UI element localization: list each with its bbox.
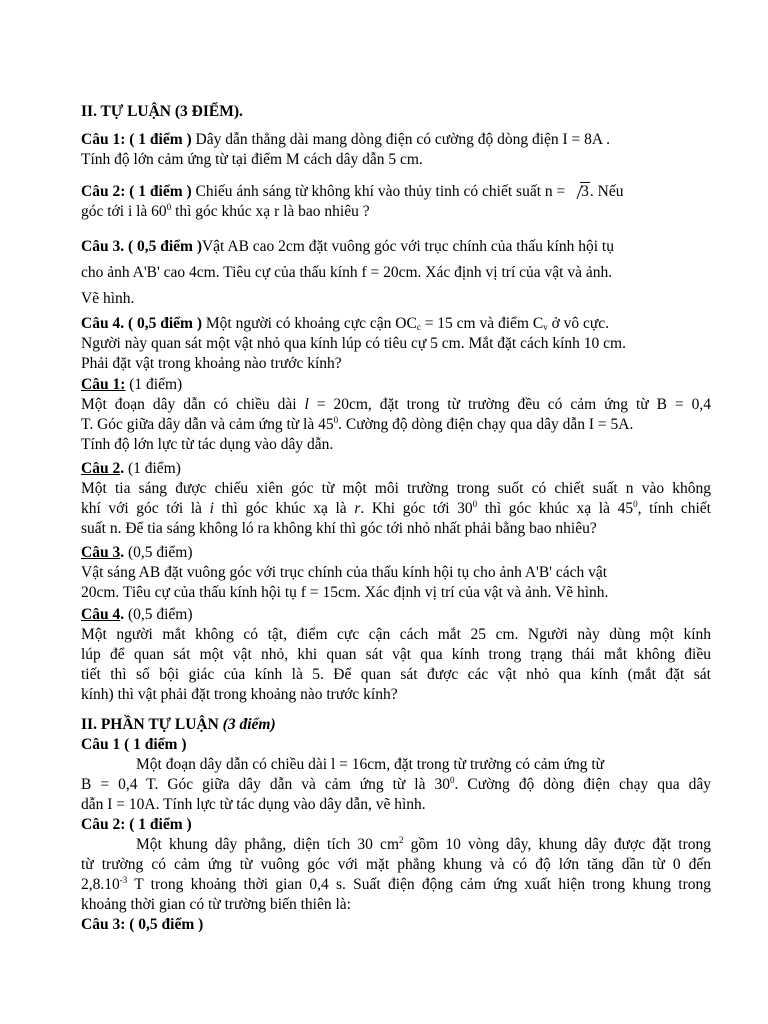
section-3 xyxy=(81,715,711,935)
question-text: lúp để quan sát một vật nhỏ, khi quan sát vật qua kính trong trạng thái mắt không điều xyxy=(81,646,711,663)
question-label: Câu 1 ( 1 điểm ) xyxy=(81,736,187,753)
question-text: Một đoạn dây dẫn có chiều dài xyxy=(81,396,305,413)
question-label-dot: . xyxy=(120,606,125,623)
question-text: . Nếu xyxy=(589,183,624,200)
question-text: , tính chiết xyxy=(637,500,711,517)
question-points: (1 điểm) xyxy=(125,376,183,393)
question-text: Một đoạn dây dẫn có chiều dài l = 16cm, đặt trong từ trường có cảm ứng từ xyxy=(136,756,605,773)
question-text: Một khung dây phẳng, diện tích 30 cm xyxy=(136,836,399,853)
superscript: -3 xyxy=(119,875,128,885)
subscript: v xyxy=(543,322,548,332)
question-text: Chiếu ánh sáng từ không khí vào thủy tinh có chiết suất n = xyxy=(191,183,570,200)
question-text: ở vô cực. xyxy=(547,315,610,332)
variable: i xyxy=(209,500,214,517)
question-text: T trong khoảng thời gian 0,4 s. Suất điện động cảm ứng xuất hiện trong khung trong xyxy=(127,876,711,893)
question-label: Câu 1: ( 1 điểm ) xyxy=(81,131,192,148)
question-text: 20cm. Tiêu cự của thấu kính hội tụ f = 15cm. Xác định vị trí của vật và ảnh. Vẽ hình. xyxy=(81,584,609,601)
section-heading: II. PHẦN TỰ LUẬN xyxy=(81,716,223,733)
question-text: 2,8.10 xyxy=(81,876,120,893)
question-text: Người này quan sát một vật nhỏ qua kính lúp có tiêu cự 5 cm. Mắt đặt cách kính 10 cm. xyxy=(81,335,626,352)
question-text: Vẽ hình. xyxy=(81,290,135,307)
question-label-dot: . xyxy=(120,544,125,561)
question-3 xyxy=(81,234,711,312)
question-text: thì góc khúc xạ là xyxy=(213,500,355,517)
question-text: . Cường độ dòng điện chạy qua dây xyxy=(454,776,711,793)
question-text: Một người mắt không có tật, điểm cực cận cách mắt 25 cm. Người này dùng một kính xyxy=(81,626,711,643)
question-label: Câu 3 xyxy=(81,544,121,561)
question-label: Câu 3. ( 0,5 điểm ) xyxy=(81,238,202,255)
question-points: (1 điểm) xyxy=(124,460,181,477)
sqrt-symbol xyxy=(571,182,590,202)
question-label: Câu 2: ( 1 điểm ) xyxy=(81,183,192,200)
question-text: góc tới i là 60 xyxy=(81,203,167,220)
superscript: 0 xyxy=(450,775,455,785)
question-label: Câu 2 xyxy=(81,460,121,477)
question-1b xyxy=(81,375,711,455)
question-text: . Cường độ dòng điện chạy qua dây dẫn I = 5A. xyxy=(338,416,634,433)
question-text: thì góc khúc xạ là 45 xyxy=(477,500,634,517)
question-label: Câu 4 xyxy=(81,606,121,623)
superscript: 0 xyxy=(633,499,638,509)
question-text: = 20cm, đặt trong từ trường đều có cảm ứng từ B = 0,4 xyxy=(308,396,711,413)
question-text: T. Góc giữa dây dẫn và cảm ứng từ là 45 xyxy=(81,416,334,433)
question-text: . Khi góc tới 30 xyxy=(360,500,473,517)
variable: r xyxy=(354,500,361,517)
question-label: Câu 4. ( 0,5 điểm ) xyxy=(81,315,202,332)
question-points: (0,5 điểm) xyxy=(124,544,193,561)
question-points: (0,5 điểm) xyxy=(124,606,193,623)
question-text: Tính độ lớn lực từ tác dụng vào dây dẫn. xyxy=(81,436,334,453)
superscript: 0 xyxy=(333,415,339,425)
section-heading: II. TỰ LUẬN (3 ĐIỂM). xyxy=(81,103,243,120)
question-text: khí với góc tới là xyxy=(81,500,210,517)
question-text: tiết thì số bội giác của kính là 5. Để quan sát được các vật nhỏ qua kính (mắt đặt sát xyxy=(81,666,711,683)
question-text: Phải đặt vật trong khoảng nào trước kính? xyxy=(81,355,342,372)
question-text: = 15 cm và điểm C xyxy=(420,315,544,332)
question-label: Câu 2: ( 1 điểm ) xyxy=(81,816,192,833)
question-text: gồm 10 vòng dây, khung dây được đặt trong xyxy=(403,836,711,853)
question-text: Một người có khoảng cực cận OC xyxy=(201,315,417,332)
question-text: từ trường có cảm ứng từ vuông góc với mặt phẳng khung và có độ lớn tăng dần từ 0 đến xyxy=(81,856,711,873)
subscript: c xyxy=(416,322,421,332)
question-text: suất n. Để tia sáng không ló ra không khí thì góc tới nhỏ nhất phải bằng bao nhiêu? xyxy=(81,520,597,537)
question-text: cho ảnh A'B' cao 4cm. Tiêu cự của thấu kính f = 20cm. Xác định vị trí của vật và ảnh. xyxy=(81,264,613,281)
question-text: thì góc khúc xạ r là bao nhiêu ? xyxy=(171,203,370,220)
superscript: 0 xyxy=(472,499,478,509)
question-2 xyxy=(81,182,711,222)
superscript: 0 xyxy=(166,202,172,212)
question-3b xyxy=(81,543,711,603)
question-2b xyxy=(81,459,711,539)
question-text: khoảng thời gian có từ trường biến thiên là: xyxy=(81,896,351,913)
question-text: Vật sáng AB đặt vuông góc với trục chính của thấu kính hội tụ cho ảnh A'B' cách vật xyxy=(81,564,608,581)
section-heading-points: (3 điểm) xyxy=(222,716,276,733)
sqrt-radicand: 3 xyxy=(581,183,589,200)
question-label: Câu 3: ( 0,5 điểm ) xyxy=(81,916,204,933)
question-text: Vật AB cao 2cm đặt vuông góc với trục chính của thấu kính hội tụ xyxy=(201,238,614,255)
question-label: Câu 1: xyxy=(81,376,126,393)
question-1 xyxy=(81,130,711,170)
question-text: B = 0,4 T. Góc giữa dây dẫn và cảm ứng từ là 30 xyxy=(81,776,450,793)
question-4b xyxy=(81,605,711,705)
question-4 xyxy=(81,314,711,374)
question-text: dẫn I = 10A. Tính lực từ tác dụng vào dây dẫn, vẽ hình. xyxy=(81,796,426,813)
question-text: kính) thì vật phải đặt trong khoảng nào trước kính? xyxy=(81,686,398,703)
variable: l xyxy=(304,396,309,413)
question-text: Dây dẫn thẳng dài mang dòng điện có cường độ dòng điện I = 8A . xyxy=(191,131,611,148)
question-text: Tính độ lớn cảm ứng từ tại điểm M cách dây dẫn 5 cm. xyxy=(81,151,423,168)
section-1 xyxy=(81,102,711,122)
superscript: 2 xyxy=(399,835,404,845)
question-label-dot: . xyxy=(120,460,125,477)
question-text: Một tia sáng được chiếu xiên góc từ một môi trường trong suốt có chiết suất n vào không xyxy=(81,480,711,497)
